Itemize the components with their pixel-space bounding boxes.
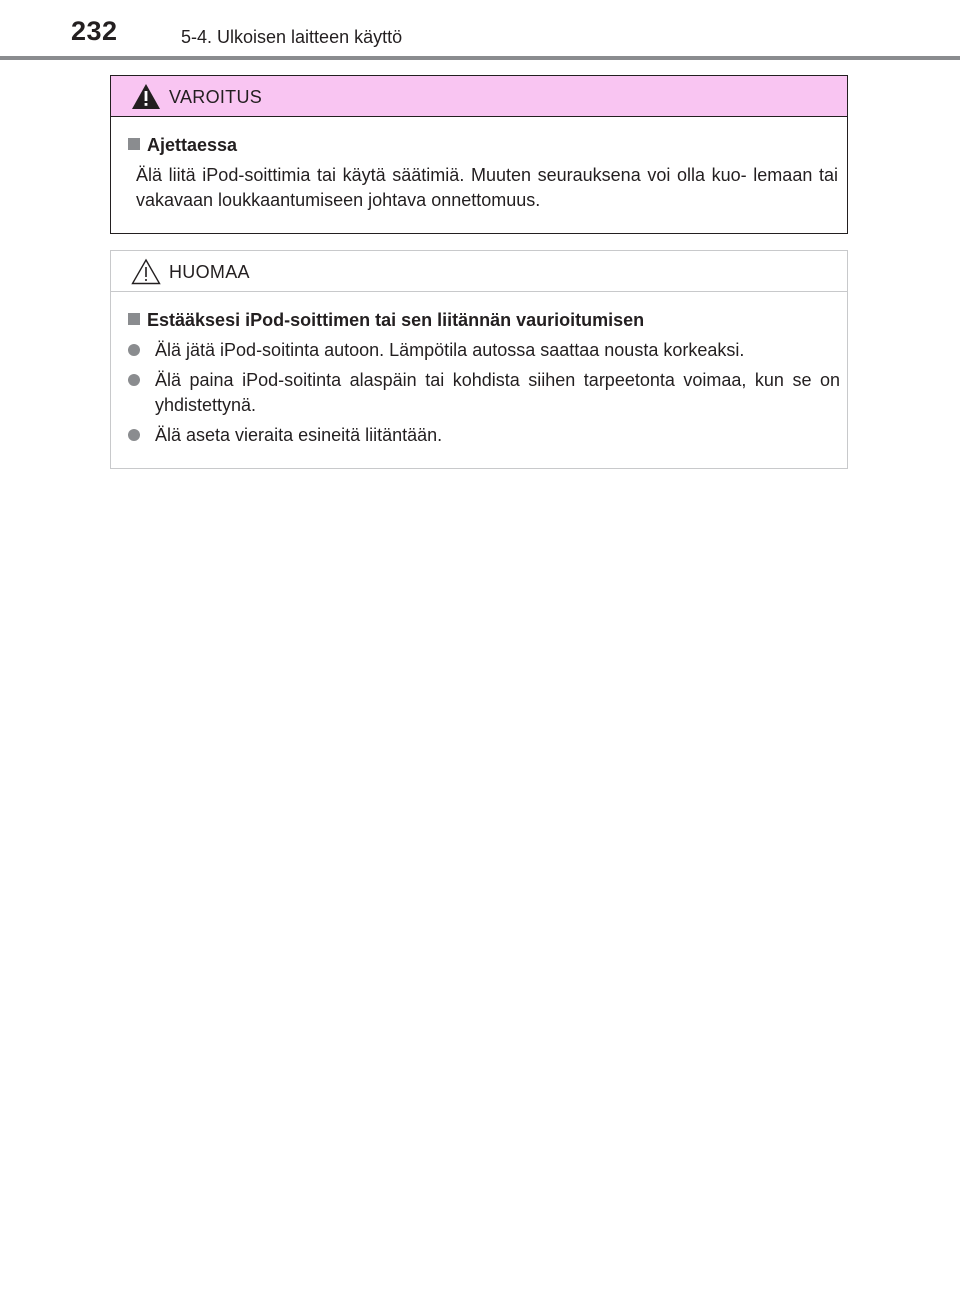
header-divider — [0, 56, 960, 60]
round-bullet-icon — [128, 344, 140, 356]
notice-heading-text: Estääksesi iPod-soittimen tai sen liitännän vaurioitumisen — [147, 310, 645, 330]
square-bullet-icon — [128, 313, 140, 325]
warning-box-header — [111, 76, 847, 117]
section-title: 5-4. Ulkoisen laitteen käyttö — [181, 27, 403, 47]
warning-text: Älä liitä iPod-soittimia tai käytä säätimiä. Muuten seurauksena voi olla kuo- lemaan tai vakavaan loukkaantumiseen johtava onnettomuus. — [136, 165, 838, 210]
list-item-text: Älä jätä iPod-soitinta autoon. Lämpötila autossa saattaa nousta korkeaksi. — [155, 340, 745, 360]
warning-triangle-icon — [131, 83, 161, 110]
caution-triangle-icon — [131, 258, 161, 285]
page-header — [0, 0, 960, 60]
list-item-text: Älä paina iPod-soitinta alaspäin tai kohdista siihen tarpeetonta voimaa, kun se on yhdistettynä. — [155, 370, 840, 415]
warning-box — [110, 75, 848, 234]
round-bullet-icon — [128, 429, 140, 441]
warning-title: VAROITUS — [169, 87, 263, 107]
notice-title: HUOMAA — [169, 262, 250, 282]
square-bullet-icon — [128, 138, 140, 150]
list-item — [128, 423, 840, 448]
list-item-text: Älä aseta vieraita esineitä liitäntään. — [155, 425, 443, 445]
warning-heading-text: Ajettaessa — [147, 135, 238, 155]
warning-heading — [128, 135, 237, 156]
page-number: 232 — [71, 16, 118, 46]
notice-box — [110, 250, 848, 469]
list-item — [128, 368, 840, 418]
round-bullet-icon — [128, 374, 140, 386]
notice-heading — [128, 310, 644, 331]
notice-box-header — [111, 251, 847, 292]
list-item — [128, 338, 840, 363]
